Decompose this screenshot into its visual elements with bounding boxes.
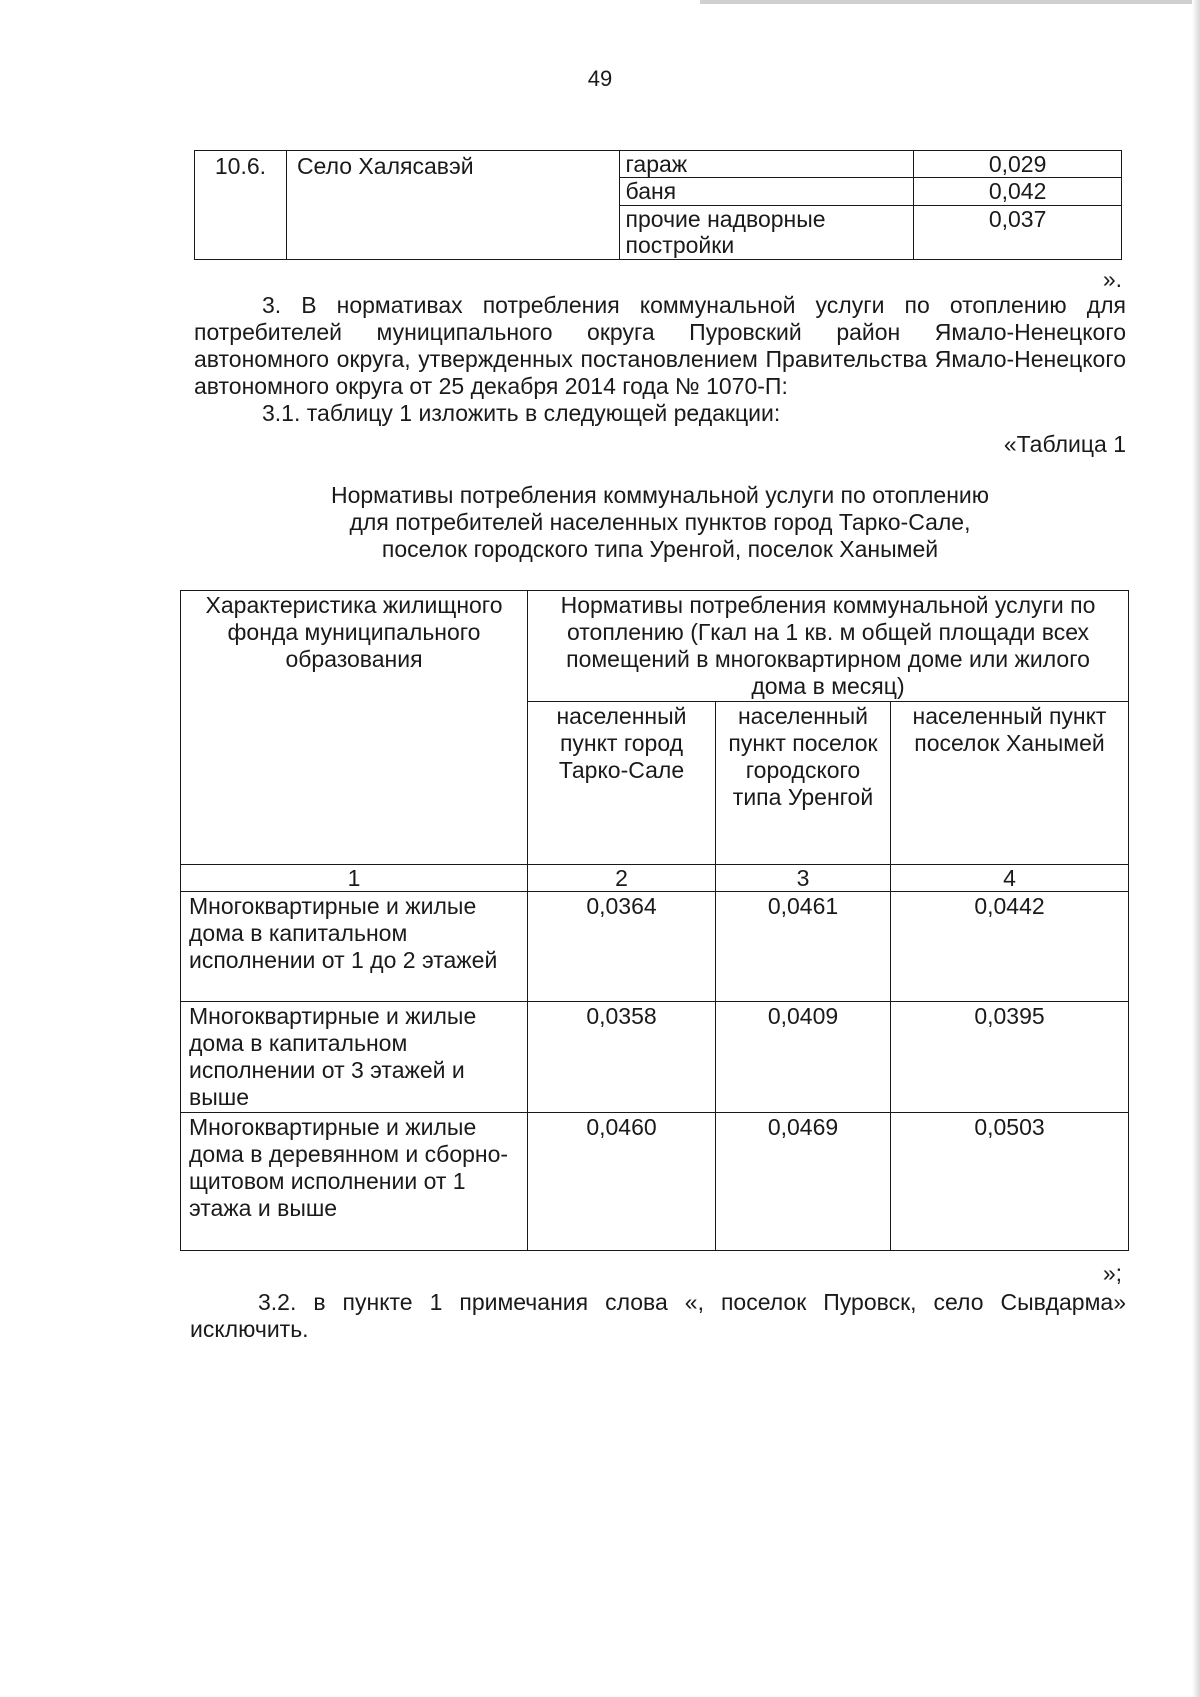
subheader-tarko-sale: населенный пункт город Тарко-Сале	[528, 702, 716, 865]
column-number: 2	[528, 865, 716, 892]
scan-edge-top	[700, 0, 1200, 4]
row-label: Многоквартирные и жилые дома в капитальном исполнении от 1 до 2 этажей	[181, 892, 528, 1002]
paragraph-3-2	[190, 1289, 1126, 1343]
page-number: 49	[587, 66, 613, 91]
row-number: 10.6.	[195, 151, 287, 260]
norm-value: 0,042	[914, 178, 1122, 205]
table-row	[181, 1002, 1129, 1113]
norm-value: 0,0409	[716, 1002, 891, 1113]
norm-value: 0,0358	[528, 1002, 716, 1113]
header-norms: Нормативы потребления коммунальной услуги по отоплению (Гкал на 1 кв. м общей площади всех помещений в многоквартирном доме или жилого дома в месяц)	[528, 591, 1129, 702]
quote-close: ».	[1102, 266, 1122, 292]
column-number: 3	[716, 865, 891, 892]
locality-norms-table-fragment	[194, 150, 1122, 260]
subheader-urengoy: населенный пункт поселок городского типа Уренгой	[716, 702, 891, 865]
table-row	[195, 151, 1122, 178]
table-title-line: Нормативы потребления коммунальной услуги по отоплению	[330, 482, 990, 508]
paragraph-3-1	[194, 400, 1126, 427]
norm-value: 0,0503	[891, 1113, 1129, 1251]
subheader-khanymey: населенный пункт поселок Ханымей	[891, 702, 1129, 865]
paragraph-3-2-text: 3.2. в пункте 1 примечания слова «, поселок Пуровск, село Сывдарма» исключить.	[190, 1289, 1126, 1342]
column-number-row	[181, 865, 1129, 892]
building-type: прочие надворные постройки	[619, 205, 914, 259]
table-row	[181, 1113, 1129, 1251]
table-header-row	[181, 591, 1129, 702]
column-number: 1	[181, 865, 528, 892]
paragraph-3	[194, 292, 1126, 400]
paragraph-3-text: 3. В нормативах потребления коммунальной услуги по отоплению для потребителей муниципального округа Пуровский район Ямало-Ненецкого автономного округа, утвержденных постановлением Правительства Ямало-Ненецкого автономного округа от 25 декабря 2014 года № 1070-П:	[194, 292, 1126, 399]
norm-value: 0,029	[914, 151, 1122, 178]
table-title	[194, 482, 1126, 563]
norm-value: 0,0461	[716, 892, 891, 1002]
building-type: гараж	[619, 151, 914, 178]
column-number: 4	[891, 865, 1129, 892]
paragraph-3-1-text: 3.1. таблицу 1 изложить в следующей редакции:	[262, 400, 781, 426]
table-label: «Таблица 1	[1003, 431, 1126, 457]
quote-close: »;	[1102, 1260, 1122, 1286]
heating-norms-table	[180, 590, 1129, 1251]
norm-value: 0,0460	[528, 1113, 716, 1251]
scan-edge-right	[1192, 0, 1200, 1697]
norm-value: 0,0364	[528, 892, 716, 1002]
header-characteristic: Характеристика жилищного фонда муниципального образования	[181, 591, 528, 865]
row-label: Многоквартирные и жилые дома в капитальном исполнении от 3 этажей и выше	[181, 1002, 528, 1113]
norm-value: 0,0395	[891, 1002, 1129, 1113]
norm-value: 0,0469	[716, 1113, 891, 1251]
norm-value: 0,0442	[891, 892, 1129, 1002]
building-type: баня	[619, 178, 914, 205]
norm-value: 0,037	[914, 205, 1122, 259]
table-row	[181, 892, 1129, 1002]
table-title-line: для потребителей населенных пунктов город Тарко-Сале,	[349, 509, 971, 535]
table-title-line: поселок городского типа Уренгой, поселок Ханымей	[381, 536, 939, 562]
locality-name: Село Халясавэй	[286, 151, 619, 260]
row-label: Многоквартирные и жилые дома в деревянном и сборно-щитовом исполнении от 1 этажа и выше	[181, 1113, 528, 1251]
